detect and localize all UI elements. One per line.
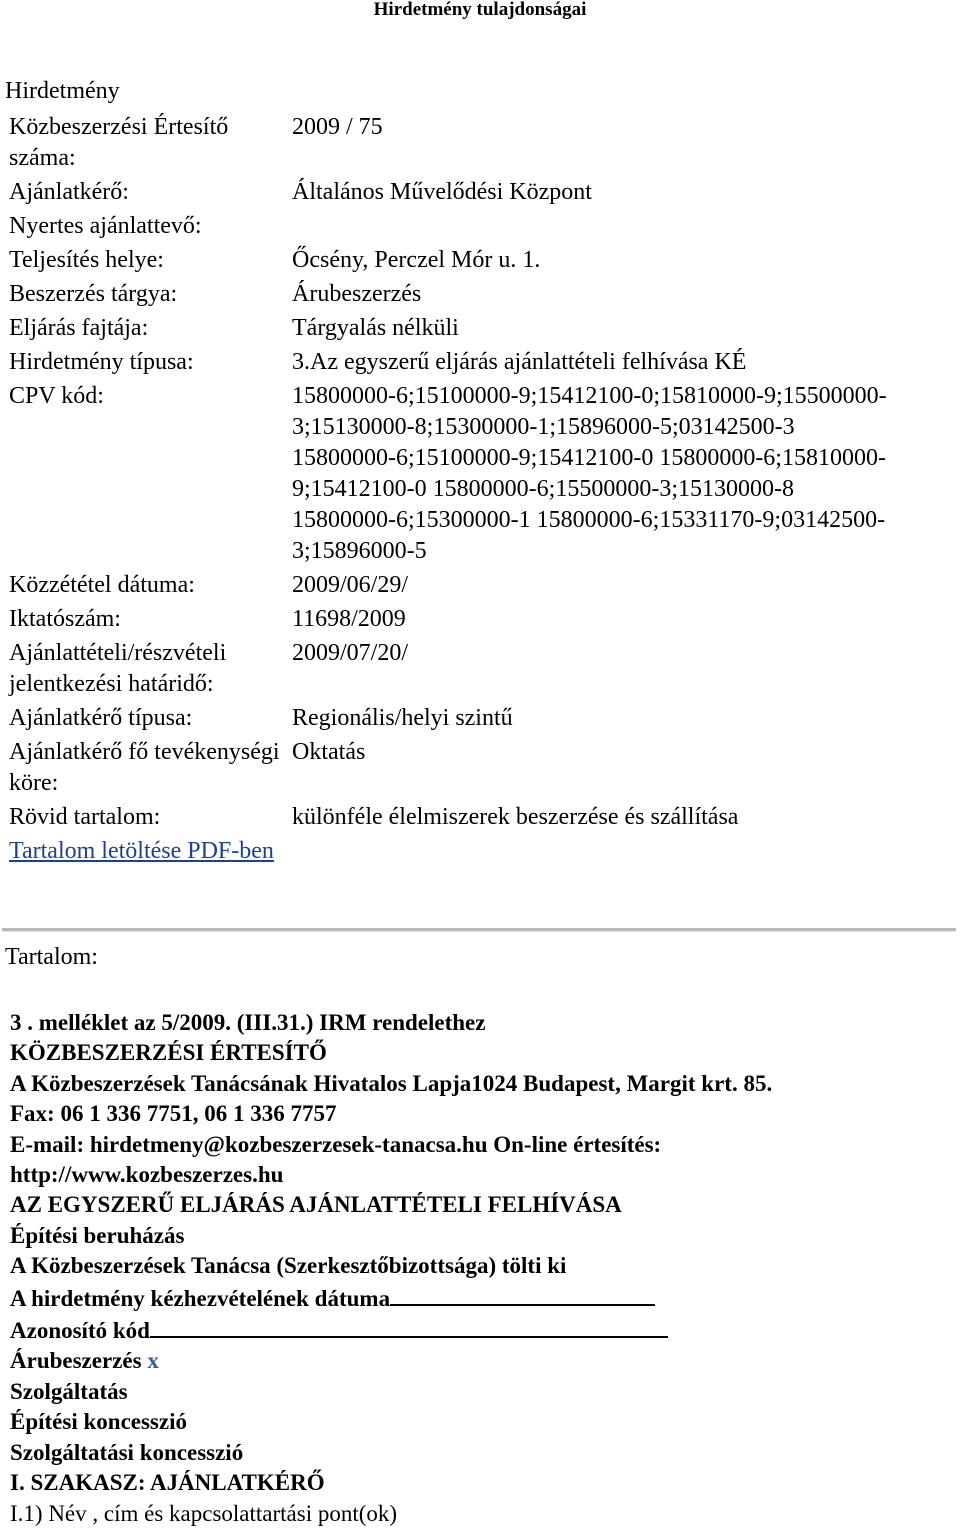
cpv-line: 3;15896000-5 bbox=[292, 538, 427, 564]
content-line: A Közbeszerzések Tanácsa (Szerkesztőbizottsága) tölti ki bbox=[10, 1253, 567, 1279]
tevekenyseg-value: Oktatás bbox=[292, 739, 366, 765]
content-line: http://www.kozbeszerzes.hu bbox=[10, 1162, 284, 1188]
content-line: KÖZBESZERZÉSI ÉRTESÍTŐ bbox=[10, 1040, 327, 1066]
content-line: E-mail: hirdetmeny@kozbeszerzesek-tanacsa.hu On-line értesítés: bbox=[10, 1131, 662, 1157]
ajanlatkero-label: Ajánlatkérő: bbox=[9, 179, 129, 205]
table-row bbox=[6, 703, 955, 734]
pdf-link-cell bbox=[6, 836, 955, 867]
table-row bbox=[6, 347, 955, 378]
teljesites-value: Őcsény, Perczel Mór u. 1. bbox=[292, 247, 541, 273]
tevekenyseg-label: Ajánlatkérő fő tevékenységi köre: bbox=[9, 739, 280, 796]
content-line: 3 . melléklet az 5/2009. (III.31.) IRM rendelethez bbox=[10, 1010, 486, 1035]
properties-table bbox=[3, 109, 958, 870]
kozzetetel-value: 2009/06/29/ bbox=[292, 572, 409, 598]
ertesito-label: Közbeszerzési Értesítő száma: bbox=[9, 114, 229, 171]
cpv-line: 15800000-6;15300000-1 15800000-6;15331170-9;03142500- bbox=[292, 507, 886, 533]
content-line: A Közbeszerzések Tanácsának Hivatalos Lapja1024 Budapest, Margit krt. 85. bbox=[10, 1070, 773, 1096]
content-line bbox=[10, 1314, 950, 1346]
identifier-label: Azonosító kód bbox=[10, 1318, 150, 1344]
iktatoszam-value: 11698/2009 bbox=[292, 606, 406, 632]
identifier-blank bbox=[150, 1314, 668, 1338]
content-line bbox=[10, 1346, 950, 1376]
table-row bbox=[6, 211, 955, 242]
hatarido-value: 2009/07/20/ bbox=[292, 640, 409, 666]
ajanlatkero-tipus-label: Ajánlatkérő típusa: bbox=[9, 705, 193, 731]
content-line: Építési koncesszió bbox=[10, 1409, 187, 1435]
table-row bbox=[6, 279, 955, 310]
table-row bbox=[6, 245, 955, 276]
ajanlatkero-tipus-value: Regionális/helyi szintű bbox=[292, 705, 513, 731]
hirdetmeny-tipus-value: 3.Az egyszerű eljárás ajánlattételi felhívása KÉ bbox=[292, 349, 747, 375]
eljaras-value: Tárgyalás nélküli bbox=[292, 315, 459, 341]
notice-content bbox=[10, 1008, 950, 1529]
table-row bbox=[6, 570, 955, 601]
hatarido-label: Ajánlattételi/részvételi jelentkezési határidő: bbox=[9, 640, 227, 697]
table-row bbox=[6, 313, 955, 344]
table-row bbox=[6, 802, 955, 833]
table-row bbox=[6, 836, 955, 867]
table-row bbox=[6, 638, 955, 700]
content-line: Szolgáltatás bbox=[10, 1378, 128, 1404]
hirdetmeny-tipus-label: Hirdetmény típusa: bbox=[9, 349, 194, 375]
pdf-download-link[interactable]: Tartalom letöltése PDF-ben bbox=[9, 838, 274, 864]
content-label: Tartalom: bbox=[5, 944, 98, 970]
horizontal-divider bbox=[2, 928, 956, 932]
page-title: Hirdetmény tulajdonságai bbox=[373, 0, 587, 20]
content-line: I.1) Név , cím és kapcsolattartási pont(ok) bbox=[10, 1500, 398, 1526]
table-row bbox=[6, 381, 955, 567]
cpv-line: 15800000-6;15100000-9;15412100-0;15810000-9;15500000- bbox=[292, 383, 887, 409]
cpv-line: 3;15130000-8;15300000-1;15896000-5;03142500-3 bbox=[292, 414, 795, 440]
cpv-line: 9;15412100-0 15800000-6;15500000-3;15130000-8 bbox=[292, 476, 794, 502]
content-line: Fax: 06 1 336 7751, 06 1 336 7757 bbox=[10, 1101, 337, 1127]
table-row bbox=[6, 177, 955, 208]
nyertes-label: Nyertes ajánlattevő: bbox=[9, 213, 202, 239]
cpv-value bbox=[289, 381, 955, 567]
section-heading: Hirdetmény bbox=[5, 78, 120, 104]
content-line bbox=[10, 1282, 950, 1314]
beszerzes-label: Beszerzés tárgya: bbox=[9, 281, 178, 307]
iktatoszam-label: Iktatószám: bbox=[9, 606, 121, 632]
nyertes-value bbox=[289, 211, 955, 242]
ertesito-value: 2009 / 75 bbox=[292, 114, 383, 140]
content-line: Építési beruházás bbox=[10, 1222, 185, 1248]
beszerzes-value: Árubeszerzés bbox=[292, 281, 422, 307]
table-row bbox=[6, 604, 955, 635]
table-row bbox=[6, 737, 955, 799]
rovid-tartalom-label: Rövid tartalom: bbox=[9, 804, 161, 830]
content-line: I. SZAKASZ: AJÁNLATKÉRŐ bbox=[10, 1470, 325, 1496]
goods-purchase-mark: x bbox=[147, 1348, 159, 1374]
ajanlatkero-value: Általános Művelődési Központ bbox=[292, 179, 592, 205]
content-line: AZ EGYSZERŰ ELJÁRÁS AJÁNLATTÉTELI FELHÍVÁSA bbox=[10, 1192, 622, 1218]
receipt-date-blank bbox=[390, 1282, 655, 1306]
receipt-date-label: A hirdetmény kézhezvételének dátuma bbox=[10, 1285, 391, 1311]
eljaras-label: Eljárás fajtája: bbox=[9, 315, 149, 341]
goods-purchase-label: Árubeszerzés bbox=[10, 1348, 142, 1374]
content-line: Szolgáltatási koncesszió bbox=[10, 1439, 244, 1465]
cpv-line: 15800000-6;15100000-9;15412100-0 15800000-6;15810000- bbox=[292, 445, 886, 471]
rovid-tartalom-value: különféle élelmiszerek beszerzése és szállítása bbox=[292, 804, 739, 830]
table-row bbox=[6, 112, 955, 174]
kozzetetel-label: Közzététel dátuma: bbox=[9, 572, 195, 598]
cpv-label: CPV kód: bbox=[9, 383, 104, 409]
teljesites-label: Teljesítés helye: bbox=[9, 247, 164, 273]
